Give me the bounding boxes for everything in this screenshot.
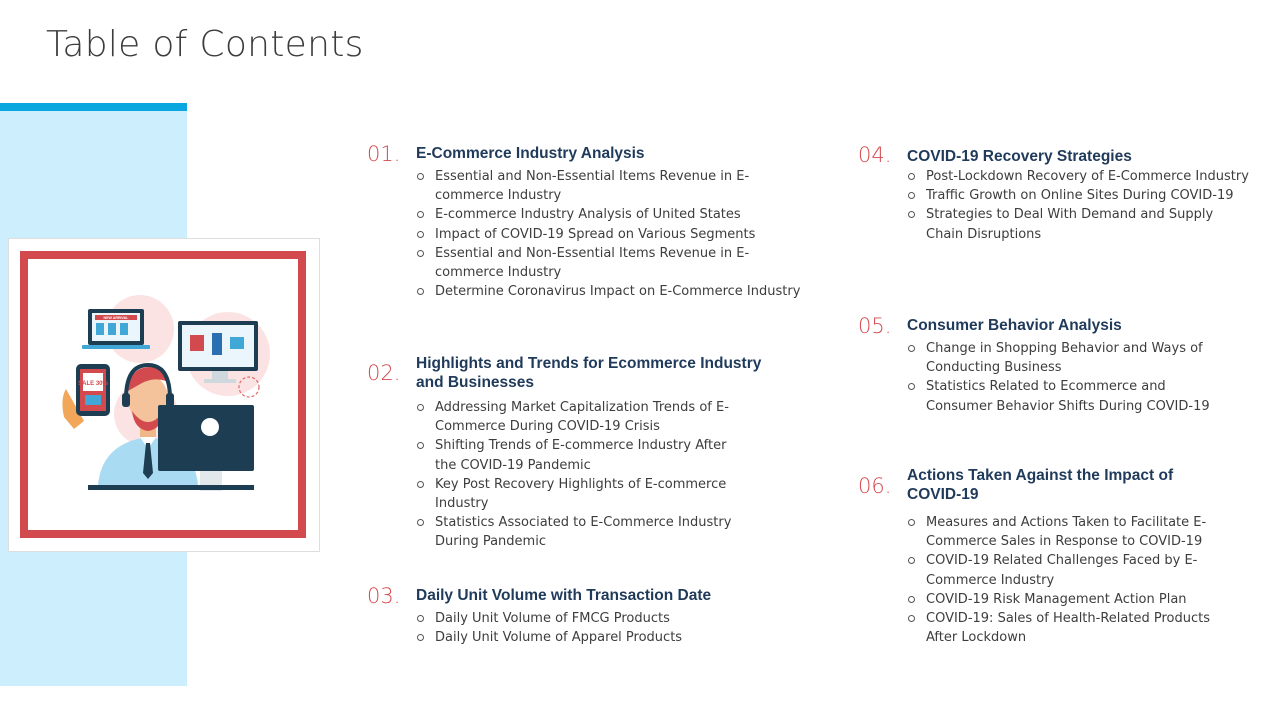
bullet-icon (417, 615, 424, 622)
bullet-icon (908, 615, 915, 622)
bullet-icon (417, 442, 424, 449)
list-item[interactable]: Post-Lockdown Recovery of E-Commerce Industry (907, 167, 1252, 186)
list-item[interactable]: Shifting Trends of E-commerce Industry After the COVID-19 Pandemic (416, 436, 746, 474)
list-item[interactable]: Impact of COVID-19 Spread on Various Segments (416, 225, 806, 244)
bullet-icon (908, 173, 915, 180)
list-item[interactable]: Addressing Market Capitalization Trends of E-Commerce During COVID-19 Crisis (416, 398, 746, 436)
bullet-icon (417, 231, 424, 238)
section-number: 05. (858, 314, 892, 338)
bullet-icon (417, 634, 424, 641)
svg-text:NEW ARRIVAL: NEW ARRIVAL (103, 316, 129, 321)
bullet-icon (417, 211, 424, 218)
list-item[interactable]: Measures and Actions Taken to Facilitate E-Commerce Sales in Response to COVID-19 (907, 513, 1217, 551)
list-item[interactable]: Daily Unit Volume of Apparel Products (416, 628, 806, 647)
bullet-icon (417, 519, 424, 526)
list-item[interactable]: Determine Coronavirus Impact on E-Commerce Industry (416, 282, 806, 301)
bullet-icon (908, 557, 915, 564)
section-number: 03. (367, 584, 401, 608)
section-title[interactable]: Highlights and Trends for Ecommerce Industry and Businesses (416, 355, 762, 391)
list-item[interactable]: Traffic Growth on Online Sites During COVID-19 (907, 186, 1252, 205)
bullet-icon (908, 519, 915, 526)
section-title[interactable]: E-Commerce Industry Analysis (416, 145, 645, 162)
list-item[interactable]: COVID-19 Risk Management Action Plan (907, 590, 1217, 609)
bullet-icon (417, 288, 424, 295)
list-item[interactable]: COVID-19: Sales of Health-Related Products After Lockdown (907, 609, 1217, 647)
list-item[interactable]: Change in Shopping Behavior and Ways of Conducting Business (907, 339, 1217, 377)
list-item[interactable]: Daily Unit Volume of FMCG Products (416, 609, 806, 628)
list-item[interactable]: E-commerce Industry Analysis of United States (416, 205, 806, 224)
bullet-icon (908, 596, 915, 603)
online-shopping-agent-illustration (28, 259, 298, 530)
section-title[interactable]: COVID-19 Recovery Strategies (907, 148, 1132, 165)
section-number: 01. (367, 142, 401, 166)
list-item[interactable]: Essential and Non-Essential Items Revenue in E-commerce Industry (416, 167, 806, 205)
illustration-frame (20, 251, 306, 538)
section-title[interactable]: Actions Taken Against the Impact of COVID-19 (907, 467, 1174, 503)
section-number: 06. (858, 474, 892, 498)
bullet-icon (417, 404, 424, 411)
bullet-icon (417, 250, 424, 257)
section-number: 04. (858, 143, 892, 167)
list-item[interactable]: Essential and Non-Essential Items Revenue in E-commerce Industry (416, 244, 806, 282)
svg-text:SALE 30%: SALE 30% (78, 381, 108, 387)
page-title: Table of Contents (46, 24, 364, 65)
laptop-icon (82, 309, 150, 349)
list-item[interactable]: Statistics Associated to E-Commerce Industry During Pandemic (416, 513, 746, 551)
accent-bar (0, 103, 187, 111)
bullet-icon (908, 345, 915, 352)
bullet-icon (908, 383, 915, 390)
list-item[interactable]: COVID-19 Related Challenges Faced by E-Commerce Industry (907, 551, 1217, 589)
section-title[interactable]: Consumer Behavior Analysis (907, 317, 1122, 334)
list-item[interactable]: Key Post Recovery Highlights of E-commerce Industry (416, 475, 746, 513)
list-item[interactable]: Statistics Related to Ecommerce and Consumer Behavior Shifts During COVID-19 (907, 377, 1217, 415)
bullet-icon (417, 481, 424, 488)
bullet-icon (417, 173, 424, 180)
bullet-icon (908, 192, 915, 199)
bullet-icon (908, 211, 915, 218)
list-item[interactable]: Strategies to Deal With Demand and Supply Chain Disruptions (907, 205, 1252, 243)
section-number: 02. (367, 361, 401, 385)
tablet-icon (62, 364, 110, 429)
section-title[interactable]: Daily Unit Volume with Transaction Date (416, 587, 712, 604)
